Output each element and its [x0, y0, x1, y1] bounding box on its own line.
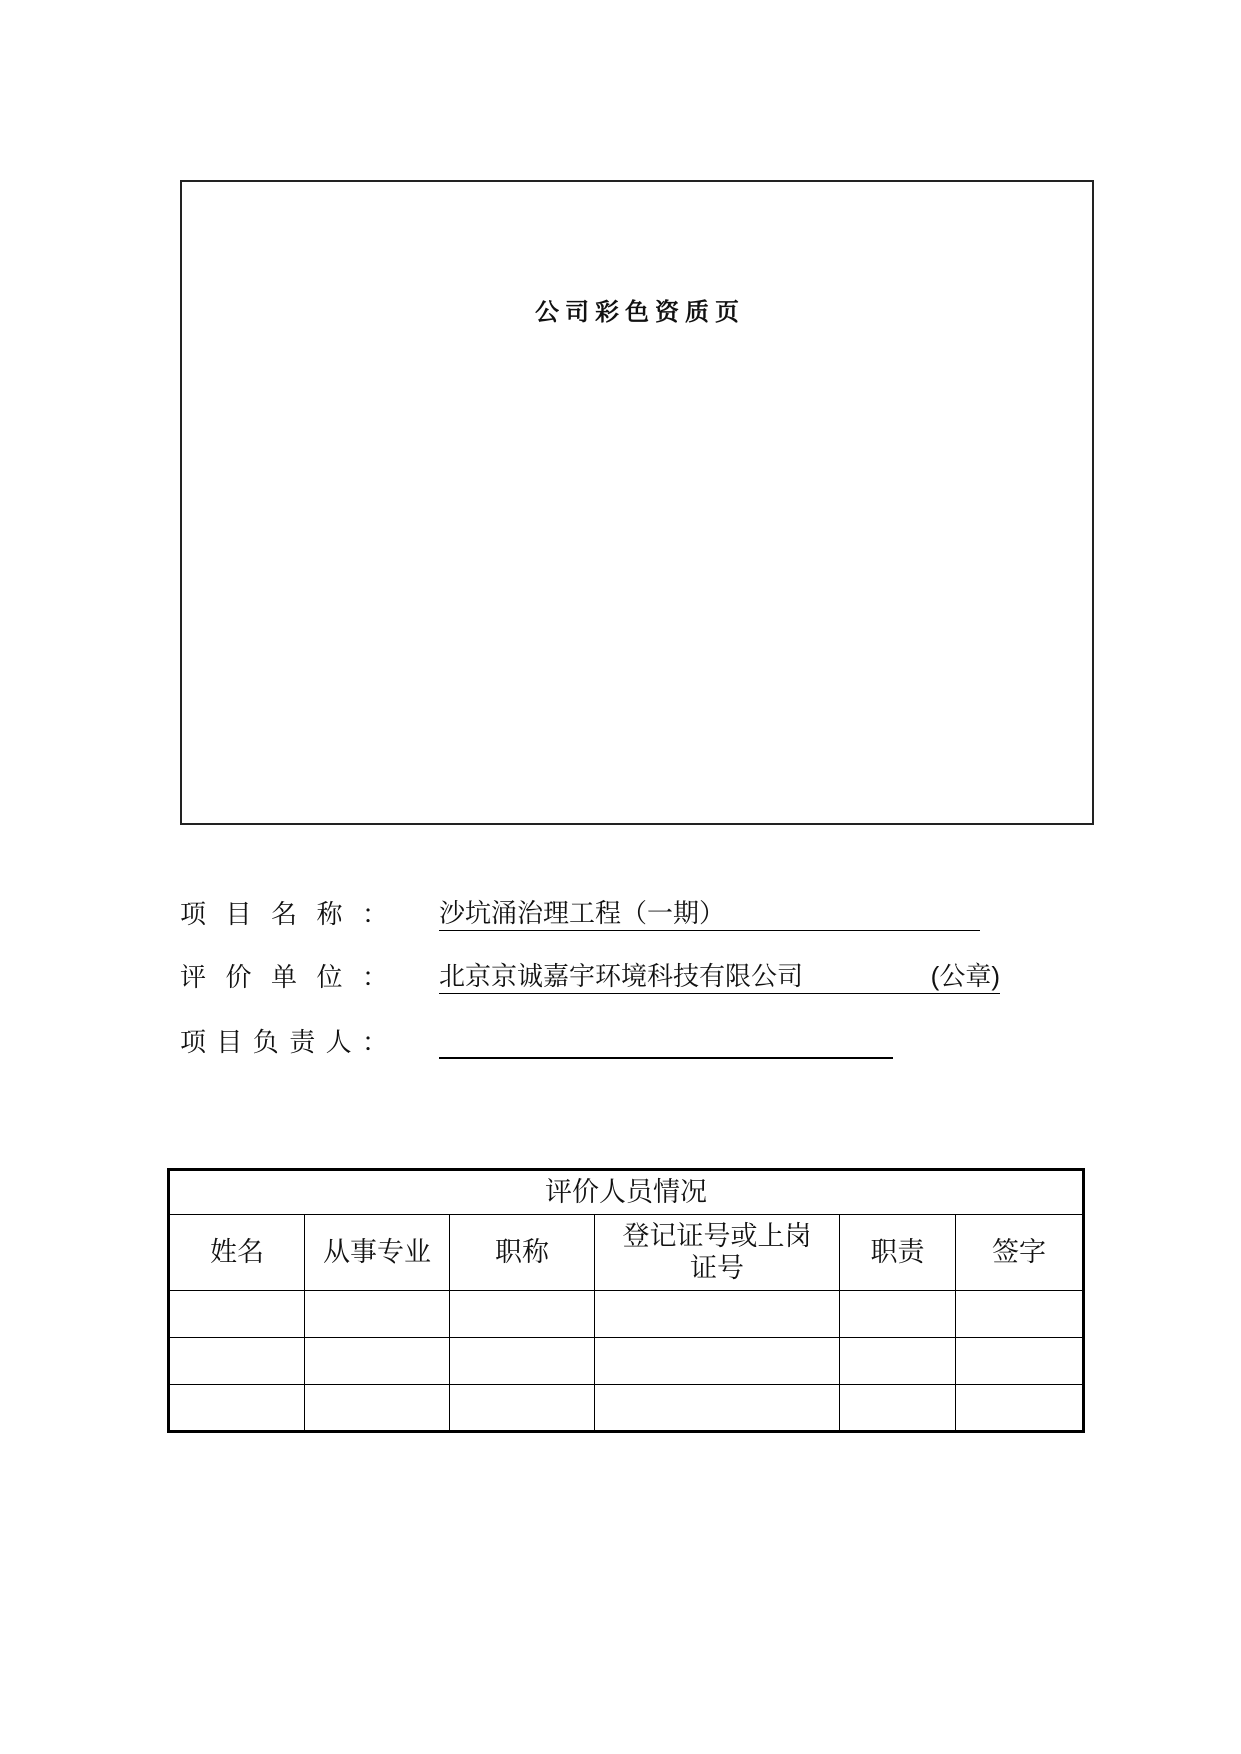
table-row [169, 1291, 1084, 1338]
company-seal-label: (公章) [930, 961, 1000, 991]
column-header-name: 姓名 [169, 1215, 305, 1291]
table-row [169, 1338, 1084, 1385]
column-header-specialty: 从事专业 [305, 1215, 450, 1291]
project-name-row [180, 894, 1020, 934]
table-cell [305, 1338, 450, 1385]
table-cell [450, 1291, 595, 1338]
project-leader-row [180, 1022, 1020, 1062]
table-cell [595, 1291, 840, 1338]
table-cell [169, 1338, 305, 1385]
column-header-title: 职称 [450, 1215, 595, 1291]
table-cell [450, 1385, 595, 1432]
table-cell [956, 1291, 1084, 1338]
table-cell [305, 1291, 450, 1338]
column-header-signature: 签字 [956, 1215, 1084, 1291]
evaluation-unit-label: 评 价 单 位 ： [180, 962, 388, 992]
evaluation-unit-field [439, 957, 1000, 994]
project-leader-value [439, 1022, 893, 1059]
project-name-value: 沙坑涌治理工程（一期） [439, 894, 980, 931]
table-cell [169, 1385, 305, 1432]
table-cell [169, 1291, 305, 1338]
table-header-row [169, 1215, 1084, 1291]
table-title-row [169, 1170, 1084, 1215]
table-cell [450, 1338, 595, 1385]
table-cell [840, 1291, 956, 1338]
column-header-certificate-number: 登记证号或上岗证号 [595, 1215, 840, 1291]
table-cell [305, 1385, 450, 1432]
table-cell [840, 1385, 956, 1432]
table-cell [840, 1338, 956, 1385]
column-header-duty: 职责 [840, 1215, 956, 1291]
project-name-label: 项 目 名 称 ： [180, 899, 388, 929]
table-cell [956, 1338, 1084, 1385]
evaluation-unit-value: 北京京诚嘉宇环境科技有限公司 [439, 961, 804, 991]
table-title: 评价人员情况 [169, 1170, 1084, 1215]
personnel-table [167, 1168, 1085, 1433]
qualification-box-title: 公司彩色资质页 [535, 297, 745, 326]
table-row [169, 1385, 1084, 1432]
table-cell [956, 1385, 1084, 1432]
project-leader-label: 项 目 负 责 人 ： [180, 1027, 388, 1057]
table-cell [595, 1338, 840, 1385]
evaluation-unit-row [180, 957, 1020, 997]
qualification-box [180, 180, 1094, 825]
table-cell [595, 1385, 840, 1432]
